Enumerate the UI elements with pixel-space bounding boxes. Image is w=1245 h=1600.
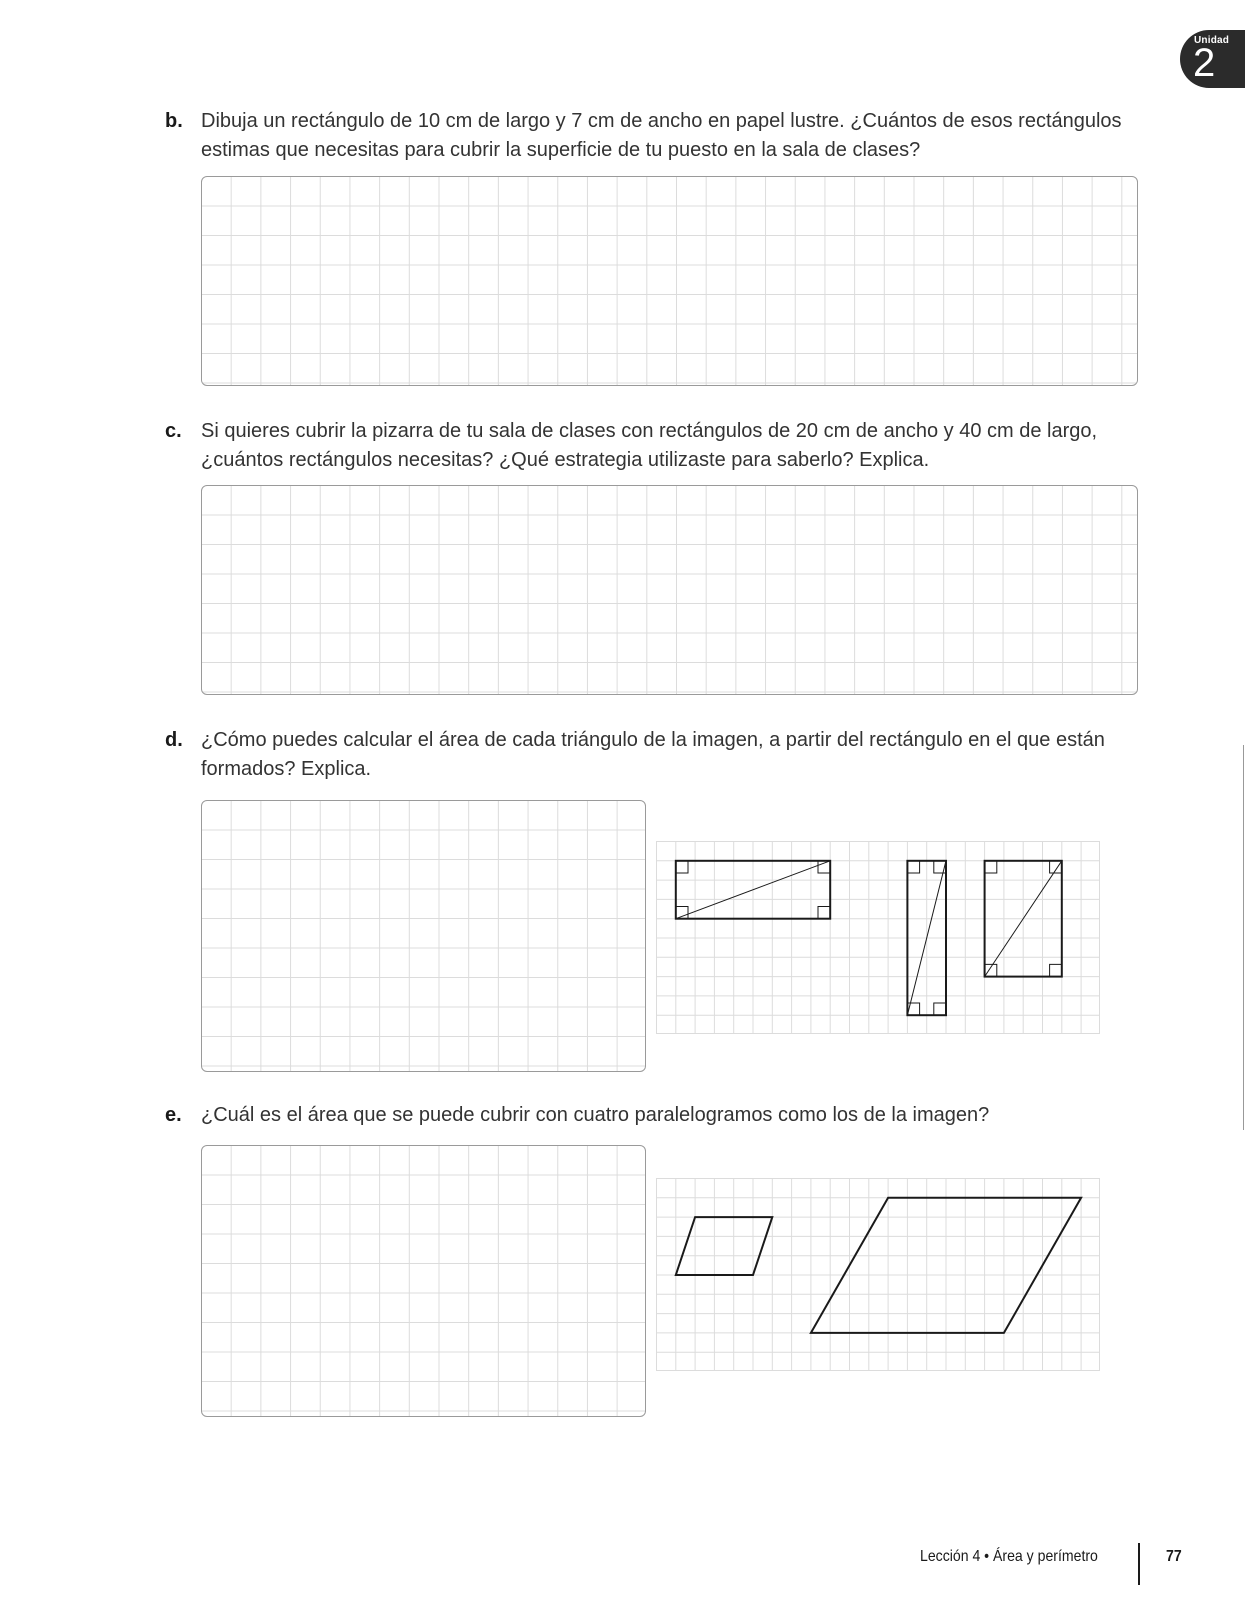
question-letter: d.	[165, 729, 183, 751]
question-letter: c.	[165, 420, 182, 442]
question-b	[165, 107, 1140, 165]
footer-divider	[1138, 1543, 1140, 1585]
question-letter: b.	[165, 110, 183, 132]
question-e	[165, 1101, 1140, 1130]
answer-grid-d[interactable]	[201, 800, 646, 1072]
question-letter: e.	[165, 1104, 182, 1126]
question-text: ¿Cuál es el área que se puede cubrir con cuatro paralelogramos como los de la imagen?	[201, 1104, 990, 1126]
unit-label: Unidad	[1194, 35, 1230, 46]
question-c	[165, 417, 1140, 475]
footer-lesson: Lección 4 • Área y perímetro	[920, 1548, 1098, 1565]
question-text: ¿Cómo puedes calcular el área de cada triángulo de la imagen, a partir del rectángulo en el que están formados? Explica.	[201, 729, 1105, 780]
question-text: Dibuja un rectángulo de 10 cm de largo y 7 cm de ancho en papel lustre. ¿Cuántos de esos rectángulos estimas que necesitas para cubrir la superficie de tu puesto en la sala de clases?	[201, 110, 1122, 161]
parallelograms-figure	[656, 1178, 1100, 1373]
answer-grid-c[interactable]	[201, 485, 1138, 695]
answer-grid-e[interactable]	[201, 1145, 646, 1417]
parallelogram-small	[676, 1217, 773, 1275]
margin-rule	[1243, 745, 1244, 1130]
unit-badge	[1180, 30, 1245, 88]
unit-number: 2	[1193, 41, 1216, 85]
question-d	[165, 726, 1140, 784]
figure-grid	[656, 841, 1100, 1034]
page-number: 77	[1166, 1548, 1182, 1565]
answer-grid-b[interactable]	[201, 176, 1138, 386]
triangles-figure	[656, 841, 1100, 1036]
question-text: Si quieres cubrir la pizarra de tu sala de clases con rectángulos de 20 cm de ancho y 40 cm de largo, ¿cuántos rectángulos necesitas? ¿Qué estrategia utilizaste para saberlo? Explica.	[201, 420, 1098, 471]
